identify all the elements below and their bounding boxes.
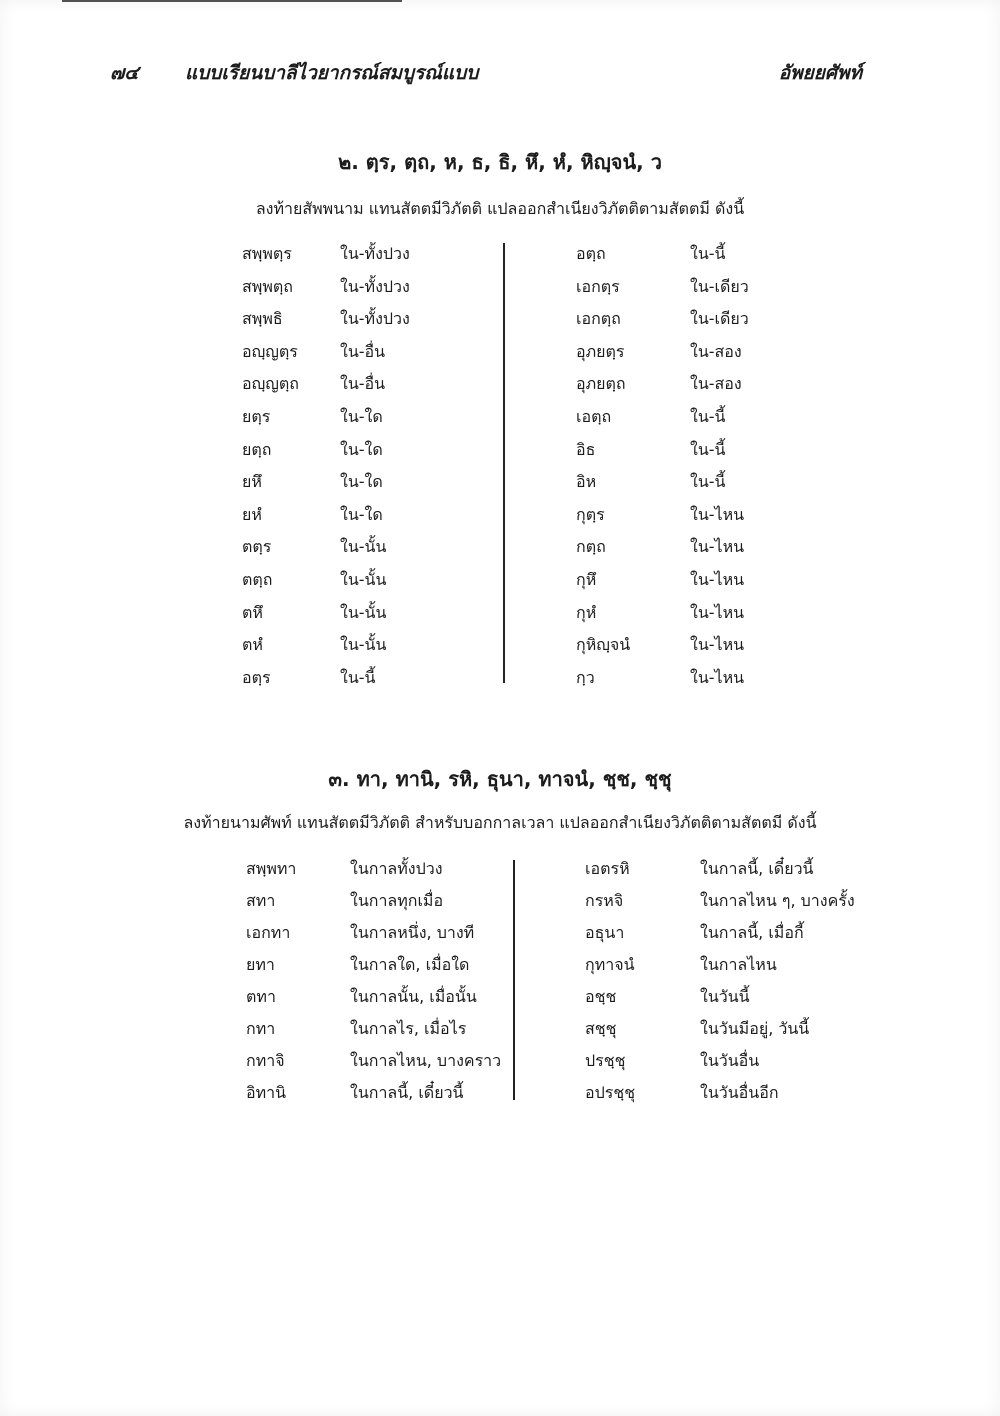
column-divider xyxy=(513,860,515,1100)
word-right: เอตรหิ xyxy=(585,859,630,878)
meaning-right: ใน-ไหน xyxy=(690,635,745,655)
meaning-left: ใน-ใด xyxy=(340,407,383,426)
word-right: อิธ xyxy=(576,439,596,459)
word-right: เอตฺถ xyxy=(576,407,612,426)
meaning-left: ใน-ใด xyxy=(340,439,383,459)
page-header xyxy=(110,58,862,94)
word-left: สทา xyxy=(246,891,276,910)
word-left: อิทานิ xyxy=(246,1083,287,1102)
word-right: กุตฺร xyxy=(576,504,605,524)
meaning-left: ในกาลนี้, เดี๋ยวนี้ xyxy=(350,1083,464,1102)
word-left: ตตฺร xyxy=(242,537,272,557)
meaning-right: ใน-นี้ xyxy=(690,407,726,426)
table-row xyxy=(0,242,1000,274)
meaning-right: ในกาลนี้, เมื่อกี้ xyxy=(700,923,804,942)
page-number: ๗๔ xyxy=(110,62,139,84)
word-left: กทา xyxy=(246,1019,276,1038)
top-rule xyxy=(62,0,402,2)
table-row xyxy=(0,1049,1000,1081)
word-left: สพฺพตฺถ xyxy=(242,276,293,296)
section-title: ๓. ทา, ทานิ, รหิ, ธุนา, ทาจนํ, ชฺช, ชฺชุ xyxy=(328,767,672,791)
table-row xyxy=(0,470,1000,502)
word-left: ตหํ xyxy=(242,635,263,655)
word-left: ยหํ xyxy=(242,504,262,524)
word-left: ตทา xyxy=(246,987,276,1006)
meaning-right: ในวันนี้ xyxy=(700,987,750,1006)
meaning-left: ใน-ทั้งปวง xyxy=(340,276,410,296)
meaning-right: ใน-ไหน xyxy=(690,602,745,622)
table-row xyxy=(0,921,1000,953)
meaning-left: ในกาลใด, เมื่อใด xyxy=(350,955,470,974)
meaning-right: ใน-เดียว xyxy=(690,276,749,296)
word-left: ตหึ xyxy=(242,602,263,622)
meaning-right: ในวันอื่น xyxy=(700,1051,760,1070)
word-right: สชฺชุ xyxy=(585,1019,617,1038)
meaning-right: ใน-ไหน xyxy=(690,537,745,557)
word-right: ปรชฺชุ xyxy=(585,1051,626,1070)
meaning-right: ใน-เดียว xyxy=(690,309,749,329)
word-right: กุหิญฺจนํ xyxy=(576,635,631,655)
table-row xyxy=(0,857,1000,889)
meaning-left: ใน-นั้น xyxy=(340,635,387,655)
meaning-right: ในกาลไหน xyxy=(700,955,777,974)
meaning-left: ในกาลไร, เมื่อไร xyxy=(350,1019,467,1038)
word-right: กุทาจนํ xyxy=(585,955,635,974)
meaning-right: ในวันมีอยู่, วันนี้ xyxy=(700,1019,810,1038)
table-row xyxy=(0,307,1000,339)
word-left: สพฺพตฺร xyxy=(242,244,292,263)
meaning-left: ใน-ทั้งปวง xyxy=(340,309,410,329)
meaning-left: ใน-อื่น xyxy=(340,374,386,394)
meaning-left: ในกาลนั้น, เมื่อนั้น xyxy=(350,987,477,1006)
word-right: อุภยตฺร xyxy=(576,341,625,361)
word-right: อปรชฺชุ xyxy=(585,1083,636,1102)
word-left: ยหึ xyxy=(242,472,262,492)
meaning-right: ใน-ไหน xyxy=(690,504,745,524)
word-left: อตฺร xyxy=(242,667,271,687)
meaning-right: ใน-นี้ xyxy=(690,439,726,459)
meaning-right: ในกาลไหน ๆ, บางครั้ง xyxy=(700,891,855,910)
meaning-left: ใน-ใด xyxy=(340,472,383,492)
table-row xyxy=(0,985,1000,1017)
word-right: กรหจิ xyxy=(585,891,624,910)
word-right: กตฺถ xyxy=(576,537,606,557)
table-row xyxy=(0,953,1000,985)
word-left: ยตฺถ xyxy=(242,439,272,459)
meaning-left: ในกาลหนึ่ง, บางที xyxy=(350,923,475,942)
word-left: ตตฺถ xyxy=(242,570,273,589)
table-row xyxy=(0,405,1000,437)
meaning-left: ใน-นั้น xyxy=(340,602,387,622)
table-row xyxy=(0,275,1000,307)
section-title: ๒. ตฺร, ตฺถ, ห, ธ, ธิ, หึ, หํ, หิญฺจนํ, ว xyxy=(338,150,662,174)
meaning-left: ในกาลไหน, บางคราว xyxy=(350,1051,502,1070)
word-right: เอกตฺร xyxy=(576,276,620,296)
word-left: สพฺพทา xyxy=(246,859,297,878)
table-row xyxy=(0,601,1000,633)
table-row xyxy=(0,535,1000,567)
column-divider xyxy=(503,243,505,683)
word-right: เอกตฺถ xyxy=(576,309,621,329)
table-row xyxy=(0,1081,1000,1113)
meaning-right: ใน-สอง xyxy=(690,374,742,394)
meaning-right: ใน-ไหน xyxy=(690,570,745,589)
meaning-left: ใน-นั้น xyxy=(340,570,387,589)
word-left: ยทา xyxy=(246,955,275,974)
section-description: ลงท้ายสัพพนาม แทนสัตตมีวิภัตติ แปลออกสำเนียงวิภัตติตามสัตตมี ดังนี้ xyxy=(255,199,745,218)
meaning-left: ใน-อื่น xyxy=(340,341,386,361)
meaning-right: ใน-สอง xyxy=(690,341,742,361)
table-row xyxy=(0,568,1000,600)
meaning-right: ใน-นี้ xyxy=(690,472,726,492)
word-left: เอกทา xyxy=(246,923,291,942)
table-row xyxy=(0,889,1000,921)
meaning-right: ในวันอื่นอีก xyxy=(700,1083,779,1102)
table-row xyxy=(0,633,1000,665)
word-left: อญฺญตฺร xyxy=(242,341,298,361)
section-description: ลงท้ายนามศัพท์ แทนสัตตมีวิภัตติ สำหรับบอกกาลเวลา แปลออกสำเนียงวิภัตติตามสัตตมี ดังนี้ xyxy=(183,813,817,832)
meaning-right: ใน-นี้ xyxy=(690,244,726,263)
word-right: กฺว xyxy=(576,667,595,687)
meaning-left: ในกาลทั้งปวง xyxy=(350,859,443,878)
word-right: กุหึ xyxy=(576,570,597,589)
word-right: อิห xyxy=(576,472,597,492)
word-right: อธุนา xyxy=(585,923,625,942)
chapter-title: อัพยยศัพท์ xyxy=(778,62,862,84)
word-left: กทาจิ xyxy=(246,1051,285,1070)
table-row xyxy=(0,438,1000,470)
word-right: อตฺถ xyxy=(576,244,606,263)
table-row xyxy=(0,503,1000,535)
meaning-right: ใน-ไหน xyxy=(690,667,745,687)
word-right: อุภยตฺถ xyxy=(576,374,626,394)
word-right: อชฺช xyxy=(585,987,617,1006)
meaning-left: ใน-นั้น xyxy=(340,537,387,557)
meaning-left: ใน-นี้ xyxy=(340,667,376,687)
table-row xyxy=(0,340,1000,372)
word-right: กุหํ xyxy=(576,602,597,622)
word-left: สพฺพธิ xyxy=(242,309,283,329)
table-row xyxy=(0,372,1000,404)
meaning-left: ใน-ทั้งปวง xyxy=(340,244,410,263)
word-left: อญฺญตฺถ xyxy=(242,374,299,394)
meaning-left: ในกาลทุกเมื่อ xyxy=(350,891,444,910)
table-row xyxy=(0,666,1000,698)
book-title: แบบเรียนบาลีไวยากรณ์สมบูรณ์แบบ xyxy=(185,62,479,84)
table-row xyxy=(0,1017,1000,1049)
meaning-left: ใน-ใด xyxy=(340,504,383,524)
word-left: ยตฺร xyxy=(242,407,271,426)
meaning-right: ในกาลนี้, เดี๋ยวนี้ xyxy=(700,859,814,878)
